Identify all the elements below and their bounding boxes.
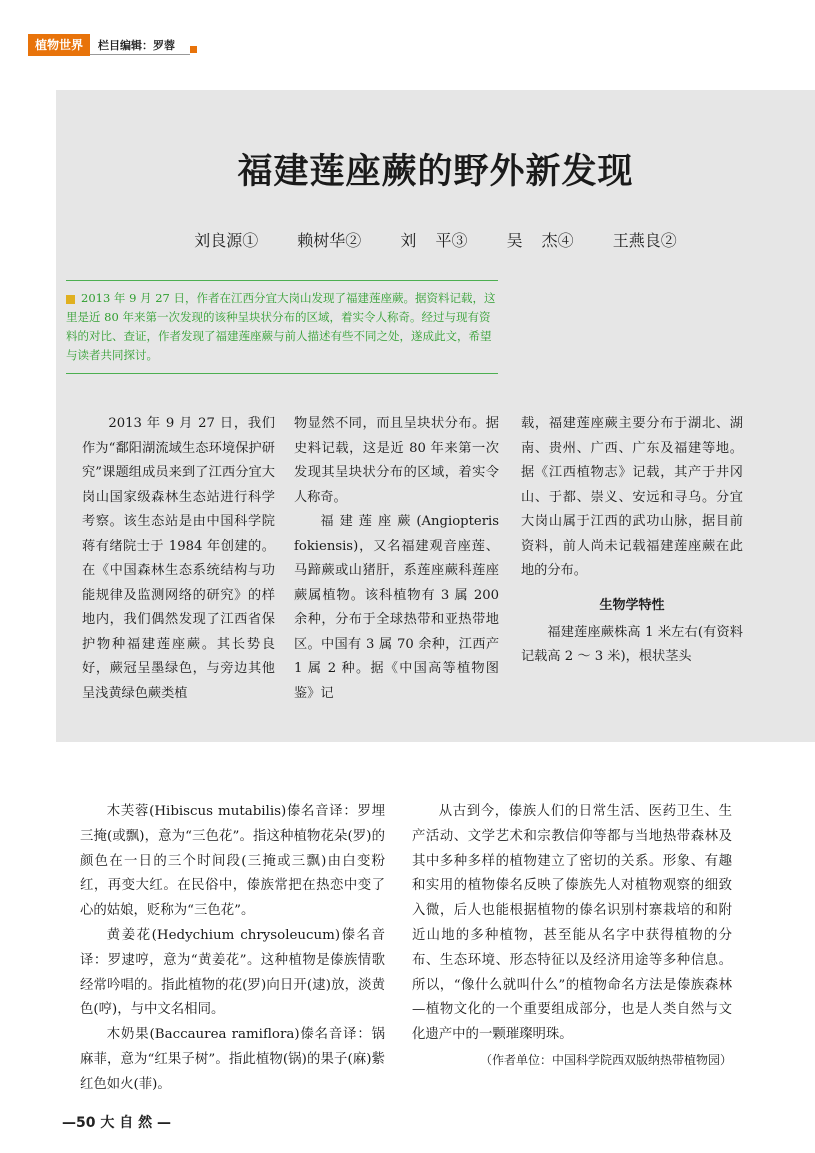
paragraph: 从古到今，傣族人们的日常生活、医药卫生、生产活动、文学艺术和宗教信仰等都与当地热带森林及其中多种多样的植物建立了密切的关系。形象、有趣和实用的植物傣名反映了傣族先人对植物观察的细致入微，后人也能根据植物的傣名识别村寨栽培的和附近山地的多种植物，甚至能从名字中获得植物的分布、生态环境、形态特征以及经济用途等多种信息。所以，“像什么就叫什么”的植物命名方法是傣族森林—植物文化的一个重要组成部分，也是人类自然与文化遗产中的一颗璀璨明珠。 [412, 804, 732, 1043]
header-square-icon [190, 46, 197, 53]
lower-column-right [412, 800, 732, 1073]
page-footer: —50 大 自 然 — [62, 1115, 171, 1131]
author-affiliation: （作者单位：中国科学院西双版纳热带植物园） [479, 1052, 732, 1067]
author-list [56, 228, 815, 251]
paragraph: 福建莲座蕨(Angiopteris fokiensis)，又名福建观音座莲、马蹄蕨或山猪肝，系莲座蕨科莲座蕨属植物。该科植物有 3 属 200 余种，分布于全球热带和亚热带地区。中国有 3 属 70 余种，江西产 1 属 2 种。据《中国高等植物图鉴》记 [294, 514, 499, 701]
section-tag: 植物世界 [28, 34, 90, 56]
author: 王燕良② [612, 231, 677, 250]
section-heading: 生物学特性 [599, 597, 665, 613]
paragraph: 载，福建莲座蕨主要分布于湖北、湖南、贵州、广西、广东及福建等地。据《江西植物志》记载，其产于井冈山、于都、崇义、安远和寻乌。分宜大岗山属于江西的武功山脉，据目前资料，前人尚未记载福建莲座蕨在此地的分布。 [521, 416, 743, 578]
page-header [28, 34, 196, 56]
paragraph: 物显然不同，而且呈块状分布。据史料记载，这是近 80 年来第一次发现其呈块状分布的区域，着实令人称奇。 [294, 416, 499, 505]
body-column-2 [294, 412, 499, 706]
abstract [66, 280, 498, 374]
paragraph: 黄姜花(Hedychium chrysoleucum)傣名音译：罗逮哼，意为“黄姜花”。这种植物是傣族情歌经常吟唱的。指此植物的花(罗)向日开(逮)放，淡黄色(哼)，与中文名相同。 [80, 927, 385, 1018]
author: 赖树华② [297, 231, 362, 250]
author: 刘良源① [194, 231, 259, 250]
body-column-1 [82, 412, 275, 706]
paragraph: 福建莲座蕨株高 1 米左右(有资料记载高 2 ～ 3 米)，根状茎头 [521, 624, 743, 664]
header-divider [90, 54, 190, 55]
lower-column-left [80, 800, 385, 1098]
abstract-text: 2013 年 9 月 27 日，作者在江西分宜大岗山发现了福建莲座蕨。据资料记载，这里是近 80 年来第一次发现的该种呈块状分布的区域，着实令人称奇。经过与现有资料的对比、查证，作者发现了福建莲座蕨与前人描述有些不同之处，遂成此文，希望与读者共同探讨。 [66, 291, 496, 362]
paragraph: 木芙蓉(Hibiscus mutabilis)傣名音译：罗埋三掩(或飘)，意为“三色花”。指这种植物花朵(罗)的颜色在一日的三个时间段(三掩或三飘)由白变粉红，再变大红。在民俗中，傣族常把在热恋中变了心的姑娘，贬称为“三色花”。 [80, 804, 385, 919]
author: 刘 平③ [400, 231, 468, 250]
body-column-3 [521, 412, 743, 670]
article-title: 福建莲座蕨的野外新发现 [237, 151, 634, 192]
paragraph: 2013 年 9 月 27 日，我们作为“鄱阳湖流域生态环境保护研究”课题组成员来到了江西分宜大岗山国家级森林生态站进行科学考察。该生态站是由中国科学院蒋有绪院士于 1984 年创建的。在《中国森林生态系统结构与功能规律及监测网络的研究》的样地内，我们偶然发现了江西省保护物种福建莲座蕨。其长势良好，蕨冠呈墨绿色，与旁边其他呈浅黄绿色蕨类植 [82, 416, 275, 701]
column-editor: 栏目编辑：罗蓉 [98, 39, 175, 52]
author: 吴 杰④ [506, 231, 574, 250]
paragraph: 木奶果(Baccaurea ramiflora)傣名音译：锅麻菲，意为“红果子树”。指此植物(锅)的果子(麻)紫红色如火(菲)。 [80, 1027, 385, 1092]
abstract-square-icon [66, 295, 75, 304]
